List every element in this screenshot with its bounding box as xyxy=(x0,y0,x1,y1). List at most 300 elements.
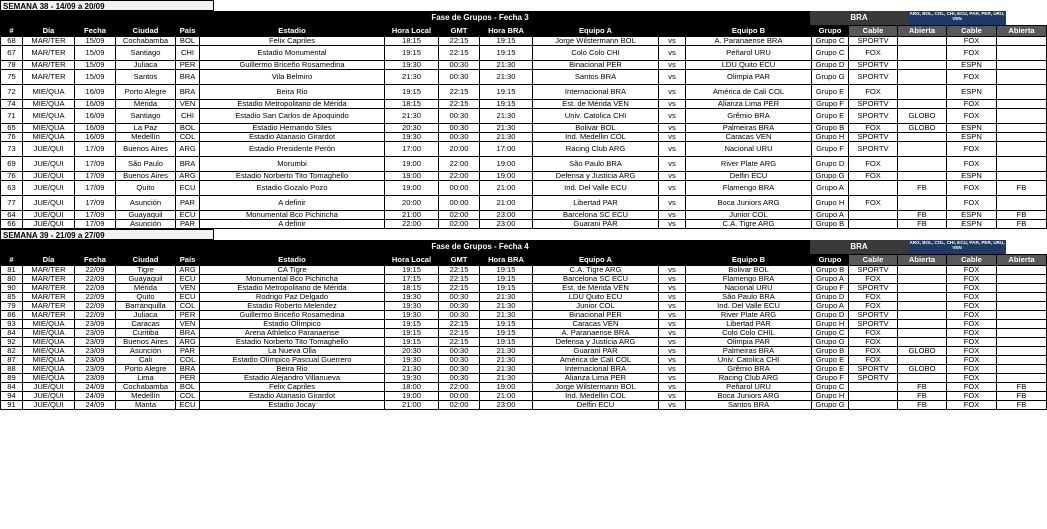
other-open-cell xyxy=(997,157,1047,172)
date-cell: 15/09 xyxy=(75,37,116,46)
match-number-cell: 63 xyxy=(1,181,23,196)
team-a-cell: Internacional BRA xyxy=(533,365,659,374)
other-cable-cell: FOX xyxy=(947,266,997,275)
bra-open-cell: FB xyxy=(898,211,947,220)
other-open-cell xyxy=(997,284,1047,293)
date-cell: 23/09 xyxy=(75,365,116,374)
day-cell: MIE/QUA xyxy=(23,347,75,356)
other-cable-cell: FOX xyxy=(947,383,997,392)
day-cell: MIE/QUA xyxy=(23,133,75,142)
header-bra-cable: Cable xyxy=(849,26,898,37)
match-number-cell: 89 xyxy=(1,374,23,383)
bra-cable-cell xyxy=(849,181,898,196)
gmt-time-cell: 22:15 xyxy=(439,46,480,61)
gmt-time-cell: 22:00 xyxy=(439,383,480,392)
country-cell: PAR xyxy=(176,347,200,356)
day-cell: MAR/TER xyxy=(23,284,75,293)
bra-open-cell xyxy=(898,85,947,100)
group-cell: Grupo G xyxy=(812,172,849,181)
city-cell: Lima xyxy=(116,374,176,383)
other-cable-cell: FOX xyxy=(947,46,997,61)
other-open-cell xyxy=(997,46,1047,61)
gmt-time-cell: 00:30 xyxy=(439,374,480,383)
local-time-cell: 17:15 xyxy=(385,275,439,284)
bra-open-cell: FB xyxy=(898,220,947,229)
header-team-b: Equipo B xyxy=(686,26,812,37)
bra-cable-cell: SPORTV xyxy=(849,311,898,320)
local-time-cell: 19:15 xyxy=(385,320,439,329)
team-a-cell: Binacional PER xyxy=(533,61,659,70)
day-cell: MIE/QUA xyxy=(23,109,75,124)
stadium-cell: CA Tigre xyxy=(200,266,385,275)
other-open-cell xyxy=(997,302,1047,311)
other-cable-cell: FOX xyxy=(947,284,997,293)
country-cell: PAR xyxy=(176,196,200,211)
team-b-cell: River Plate ARG xyxy=(686,157,812,172)
gmt-time-cell: 22:00 xyxy=(439,157,480,172)
vs-cell: vs xyxy=(659,70,686,85)
header-team-a: Equipo A xyxy=(533,255,659,266)
other-open-cell xyxy=(997,61,1047,70)
city-cell: Tigre xyxy=(116,266,176,275)
day-cell: MAR/TER xyxy=(23,266,75,275)
header-bra-open: Abierta xyxy=(898,26,947,37)
team-b-cell: Alianza Lima PER xyxy=(686,100,812,109)
team-b-cell: Delfin ECU xyxy=(686,172,812,181)
match-number-cell: 91 xyxy=(1,401,23,410)
vs-cell: vs xyxy=(659,401,686,410)
bra-cable-cell: SPORTV xyxy=(849,109,898,124)
header-date: Fecha xyxy=(75,255,116,266)
stadium-cell: Guillermo Briceño Rosamedina xyxy=(200,61,385,70)
header-match-number: # xyxy=(1,26,23,37)
bra-cable-cell: FOX xyxy=(849,356,898,365)
header-country: País xyxy=(176,26,200,37)
gmt-time-cell: 00:30 xyxy=(439,356,480,365)
country-cell: BRA xyxy=(176,329,200,338)
vs-cell: vs xyxy=(659,374,686,383)
team-b-cell: Olimpia PAR xyxy=(686,338,812,347)
bra-open-cell: GLOBO xyxy=(898,347,947,356)
day-cell: MAR/TER xyxy=(23,70,75,85)
other-cable-cell: ESPN xyxy=(947,172,997,181)
phase-title: Fase de Grupos - Fecha 4 xyxy=(0,240,810,254)
group-cell: Grupo B xyxy=(812,220,849,229)
team-a-cell: Racing Club ARG xyxy=(533,142,659,157)
bra-cable-cell: SPORTV xyxy=(849,266,898,275)
vs-cell: vs xyxy=(659,85,686,100)
match-number-cell: 85 xyxy=(1,293,23,302)
vs-cell: vs xyxy=(659,356,686,365)
local-time-cell: 18:15 xyxy=(385,37,439,46)
bra-cable-cell: SPORTV xyxy=(849,365,898,374)
header-local-time: Hora Local xyxy=(385,255,439,266)
group-cell: Grupo A xyxy=(812,211,849,220)
city-cell: Buenos Aires xyxy=(116,338,176,347)
stadium-cell: Estadio Hernando Siles xyxy=(200,124,385,133)
date-cell: 15/09 xyxy=(75,46,116,61)
city-cell: Asunción xyxy=(116,196,176,211)
vs-cell: vs xyxy=(659,181,686,196)
header-stadium: Estadio xyxy=(200,26,385,37)
city-cell: Medellín xyxy=(116,133,176,142)
country-cell: BOL xyxy=(176,383,200,392)
country-cell: ECU xyxy=(176,211,200,220)
other-cable-cell: ESPN xyxy=(947,211,997,220)
stadium-cell: Felix Capriles xyxy=(200,37,385,46)
date-cell: 17/09 xyxy=(75,142,116,157)
gmt-time-cell: 20:00 xyxy=(439,142,480,157)
other-cable-cell: FOX xyxy=(947,311,997,320)
gmt-time-cell: 00:30 xyxy=(439,124,480,133)
local-time-cell: 21:30 xyxy=(385,365,439,374)
other-cable-cell: FOX xyxy=(947,100,997,109)
vs-cell: vs xyxy=(659,172,686,181)
stadium-cell: Estadio Olímpico xyxy=(200,320,385,329)
date-cell: 23/09 xyxy=(75,374,116,383)
other-countries-header: ARG, BOL, COL, CHI, ECU, PAR, PER, URU, VEN xyxy=(908,11,1006,25)
gmt-time-cell: 22:15 xyxy=(439,275,480,284)
other-cable-cell: FOX xyxy=(947,392,997,401)
bra-broadcast-header: BRA xyxy=(810,11,908,25)
header-stadium: Estadio xyxy=(200,255,385,266)
other-open-cell: FB xyxy=(997,401,1047,410)
other-open-cell xyxy=(997,347,1047,356)
header-other-cable: Cable xyxy=(947,255,997,266)
bra-time-cell: 21:30 xyxy=(480,133,533,142)
team-b-cell: Flamengo BRA xyxy=(686,181,812,196)
vs-cell: vs xyxy=(659,109,686,124)
city-cell: Quito xyxy=(116,181,176,196)
table-row xyxy=(1,275,1047,284)
date-cell: 17/09 xyxy=(75,211,116,220)
day-cell: JUE/QUI xyxy=(23,157,75,172)
team-b-cell: Peñarol URU xyxy=(686,383,812,392)
table-row xyxy=(1,157,1047,172)
header-group: Grupo xyxy=(812,255,849,266)
other-open-cell: FB xyxy=(997,392,1047,401)
city-cell: Juliaca xyxy=(116,61,176,70)
bra-open-cell xyxy=(898,266,947,275)
table-row xyxy=(1,392,1047,401)
city-cell: Quito xyxy=(116,293,176,302)
bra-time-cell: 19:15 xyxy=(480,37,533,46)
bra-open-cell xyxy=(898,46,947,61)
match-number-cell: 64 xyxy=(1,211,23,220)
header-group: Grupo xyxy=(812,26,849,37)
bra-open-cell xyxy=(898,142,947,157)
team-b-cell: Caracas VEN xyxy=(686,133,812,142)
vs-cell: vs xyxy=(659,124,686,133)
other-open-cell xyxy=(997,70,1047,85)
bra-open-cell xyxy=(898,275,947,284)
bra-cable-cell: SPORTV xyxy=(849,100,898,109)
gmt-time-cell: 22:15 xyxy=(439,329,480,338)
city-cell: Caracas xyxy=(116,320,176,329)
vs-cell: vs xyxy=(659,220,686,229)
group-cell: Grupo C xyxy=(812,383,849,392)
match-number-cell: 68 xyxy=(1,37,23,46)
match-number-cell: 84 xyxy=(1,383,23,392)
city-cell: Medellín xyxy=(116,392,176,401)
bra-open-cell: FB xyxy=(898,392,947,401)
stadium-cell: Guillermo Briceño Rosamedina xyxy=(200,311,385,320)
vs-cell: vs xyxy=(659,338,686,347)
column-header-row xyxy=(1,255,1047,266)
match-number-cell: 80 xyxy=(1,275,23,284)
bra-time-cell: 23:00 xyxy=(480,211,533,220)
table-row xyxy=(1,85,1047,100)
bra-time-cell: 19:15 xyxy=(480,266,533,275)
date-cell: 15/09 xyxy=(75,70,116,85)
other-open-cell xyxy=(997,124,1047,133)
team-b-cell: Grêmio BRA xyxy=(686,365,812,374)
team-a-cell: Barcelona SC ECU xyxy=(533,211,659,220)
table-row xyxy=(1,46,1047,61)
other-open-cell xyxy=(997,275,1047,284)
other-cable-cell: ESPN xyxy=(947,85,997,100)
day-cell: MIE/QUA xyxy=(23,374,75,383)
day-cell: MAR/TER xyxy=(23,46,75,61)
group-cell: Grupo H xyxy=(812,320,849,329)
column-header-row xyxy=(1,26,1047,37)
city-cell: Buenos Aires xyxy=(116,142,176,157)
bra-cable-cell xyxy=(849,401,898,410)
city-cell: Cochabamba xyxy=(116,383,176,392)
local-time-cell: 19:15 xyxy=(385,329,439,338)
bra-time-cell: 19:15 xyxy=(480,275,533,284)
bra-time-cell: 19:00 xyxy=(480,172,533,181)
match-number-cell: 71 xyxy=(1,109,23,124)
date-cell: 23/09 xyxy=(75,356,116,365)
bra-time-cell: 19:15 xyxy=(480,338,533,347)
date-cell: 22/09 xyxy=(75,311,116,320)
local-time-cell: 21:30 xyxy=(385,70,439,85)
gmt-time-cell: 22:15 xyxy=(439,320,480,329)
bra-open-cell xyxy=(898,61,947,70)
bra-open-cell xyxy=(898,133,947,142)
bra-open-cell xyxy=(898,320,947,329)
bra-open-cell: FB xyxy=(898,181,947,196)
gmt-time-cell: 00:30 xyxy=(439,133,480,142)
city-cell: La Paz xyxy=(116,124,176,133)
bra-time-cell: 21:30 xyxy=(480,311,533,320)
day-cell: JUE/QUI xyxy=(23,181,75,196)
group-cell: Grupo H xyxy=(812,392,849,401)
match-number-cell: 82 xyxy=(1,347,23,356)
header-team-a: Equipo A xyxy=(533,26,659,37)
date-cell: 22/09 xyxy=(75,293,116,302)
date-cell: 24/09 xyxy=(75,401,116,410)
day-cell: MAR/TER xyxy=(23,302,75,311)
group-cell: Grupo C xyxy=(812,46,849,61)
header-city: Ciudad xyxy=(116,255,176,266)
table-row xyxy=(1,37,1047,46)
country-cell: COL xyxy=(176,133,200,142)
local-time-cell: 19:00 xyxy=(385,172,439,181)
gmt-time-cell: 22:15 xyxy=(439,37,480,46)
local-time-cell: 20:30 xyxy=(385,347,439,356)
bra-open-cell xyxy=(898,302,947,311)
date-cell: 15/09 xyxy=(75,61,116,70)
match-number-cell: 72 xyxy=(1,85,23,100)
team-b-cell: Libertad PAR xyxy=(686,320,812,329)
bra-time-cell: 21:30 xyxy=(480,61,533,70)
date-cell: 16/09 xyxy=(75,85,116,100)
bra-cable-cell: FOX xyxy=(849,302,898,311)
stadium-cell: Estadio Alejandro Villanueva xyxy=(200,374,385,383)
vs-cell: vs xyxy=(659,100,686,109)
stadium-cell: Estadio Norberto Tito Tomaghello xyxy=(200,172,385,181)
fixtures-body xyxy=(1,266,1047,410)
other-cable-cell: FOX xyxy=(947,196,997,211)
gmt-time-cell: 00:30 xyxy=(439,70,480,85)
date-cell: 17/09 xyxy=(75,196,116,211)
team-b-cell: A. Paranaense BRA xyxy=(686,37,812,46)
city-cell: Asunción xyxy=(116,347,176,356)
header-other-open: Abierta xyxy=(997,255,1047,266)
day-cell: MAR/TER xyxy=(23,61,75,70)
table-row xyxy=(1,70,1047,85)
table-row xyxy=(1,302,1047,311)
other-open-cell xyxy=(997,133,1047,142)
team-b-cell: Racing Club ARG xyxy=(686,374,812,383)
group-cell: Grupo C xyxy=(812,329,849,338)
table-row xyxy=(1,365,1047,374)
day-cell: MAR/TER xyxy=(23,37,75,46)
bra-time-cell: 21:30 xyxy=(480,302,533,311)
other-open-cell xyxy=(997,266,1047,275)
gmt-time-cell: 00:30 xyxy=(439,302,480,311)
country-cell: VEN xyxy=(176,100,200,109)
local-time-cell: 19:30 xyxy=(385,133,439,142)
gmt-time-cell: 00:30 xyxy=(439,347,480,356)
stadium-cell: Felix Capriles xyxy=(200,383,385,392)
day-cell: JUE/QUI xyxy=(23,392,75,401)
other-cable-cell: ESPN xyxy=(947,124,997,133)
team-a-cell: Bolivar BOL xyxy=(533,124,659,133)
city-cell: Asunción xyxy=(116,220,176,229)
day-cell: MAR/TER xyxy=(23,275,75,284)
header-bra-time: Hora BRA xyxy=(480,26,533,37)
other-open-cell xyxy=(997,365,1047,374)
match-number-cell: 93 xyxy=(1,320,23,329)
group-cell: Grupo B xyxy=(812,124,849,133)
bra-time-cell: 21:30 xyxy=(480,374,533,383)
other-open-cell xyxy=(997,320,1047,329)
match-number-cell: 77 xyxy=(1,196,23,211)
local-time-cell: 19:15 xyxy=(385,266,439,275)
vs-cell: vs xyxy=(659,302,686,311)
day-cell: JUE/QUI xyxy=(23,383,75,392)
day-cell: MIE/QUA xyxy=(23,100,75,109)
other-open-cell xyxy=(997,311,1047,320)
team-a-cell: Barcelona SC ECU xyxy=(533,275,659,284)
stadium-cell: Morumbi xyxy=(200,157,385,172)
bra-cable-cell: FOX xyxy=(849,172,898,181)
bra-time-cell: 21:30 xyxy=(480,70,533,85)
city-cell: Barranquilla xyxy=(116,302,176,311)
local-time-cell: 19:30 xyxy=(385,302,439,311)
country-cell: BOL xyxy=(176,37,200,46)
date-cell: 22/09 xyxy=(75,266,116,275)
local-time-cell: 19:30 xyxy=(385,356,439,365)
date-cell: 22/09 xyxy=(75,284,116,293)
stadium-cell: Estadio Metropolitano de Mérida xyxy=(200,284,385,293)
day-cell: MIE/QUA xyxy=(23,338,75,347)
match-number-cell: 86 xyxy=(1,311,23,320)
gmt-time-cell: 00:30 xyxy=(439,109,480,124)
team-a-cell: Est. de Mérida VEN xyxy=(533,100,659,109)
stadium-cell: Estadio Metropolitano de Mérida xyxy=(200,100,385,109)
team-b-cell: São Paulo BRA xyxy=(686,293,812,302)
vs-cell: vs xyxy=(659,157,686,172)
local-time-cell: 20:00 xyxy=(385,196,439,211)
fixtures-body xyxy=(1,37,1047,229)
bra-time-cell: 19:15 xyxy=(480,46,533,61)
country-cell: BRA xyxy=(176,70,200,85)
stadium-cell: Estadio Jocay xyxy=(200,401,385,410)
city-cell: Mérida xyxy=(116,100,176,109)
gmt-time-cell: 02:00 xyxy=(439,401,480,410)
city-cell: Porto Alegre xyxy=(116,85,176,100)
city-cell: Santiago xyxy=(116,46,176,61)
bra-cable-cell: FOX xyxy=(849,124,898,133)
team-b-cell: Boca Juniors ARG xyxy=(686,196,812,211)
phase-title: Fase de Grupos - Fecha 3 xyxy=(0,11,810,25)
team-a-cell: Est. de Mérida VEN xyxy=(533,284,659,293)
city-cell: Mérida xyxy=(116,284,176,293)
table-row xyxy=(1,172,1047,181)
date-cell: 23/09 xyxy=(75,347,116,356)
day-cell: JUE/QUI xyxy=(23,220,75,229)
team-b-cell: Flamengo BRA xyxy=(686,275,812,284)
group-cell: Grupo G xyxy=(812,401,849,410)
header-gmt-time: GMT xyxy=(439,26,480,37)
match-number-cell: 75 xyxy=(1,70,23,85)
team-b-cell: Olimpia PAR xyxy=(686,70,812,85)
match-number-cell: 88 xyxy=(1,365,23,374)
bra-cable-cell: SPORTV xyxy=(849,284,898,293)
stadium-cell: Estadio Norberto Tito Tomaghello xyxy=(200,338,385,347)
local-time-cell: 22:00 xyxy=(385,220,439,229)
gmt-time-cell: 22:15 xyxy=(439,85,480,100)
bra-cable-cell xyxy=(849,383,898,392)
table-row xyxy=(1,142,1047,157)
vs-cell: vs xyxy=(659,61,686,70)
local-time-cell: 19:15 xyxy=(385,46,439,61)
other-open-cell xyxy=(997,142,1047,157)
stadium-cell: Monumental Bco Pichincha xyxy=(200,211,385,220)
day-cell: MIE/QUA xyxy=(23,124,75,133)
local-time-cell: 19:30 xyxy=(385,311,439,320)
match-number-cell: 84 xyxy=(1,329,23,338)
date-cell: 23/09 xyxy=(75,329,116,338)
stadium-cell: Rodrigo Paz Delgado xyxy=(200,293,385,302)
gmt-time-cell: 00:30 xyxy=(439,293,480,302)
local-time-cell: 19:15 xyxy=(385,85,439,100)
date-cell: 17/09 xyxy=(75,220,116,229)
week-label: SEMANA 38 - 14/09 a 20/09 xyxy=(0,0,214,11)
team-b-cell: Palmeiras BRA xyxy=(686,124,812,133)
other-cable-cell: FOX xyxy=(947,157,997,172)
other-cable-cell: FOX xyxy=(947,142,997,157)
city-cell: Cochabamba xyxy=(116,37,176,46)
city-cell: Santiago xyxy=(116,109,176,124)
local-time-cell: 20:30 xyxy=(385,124,439,133)
bra-open-cell: GLOBO xyxy=(898,365,947,374)
bra-cable-cell: FOX xyxy=(849,338,898,347)
